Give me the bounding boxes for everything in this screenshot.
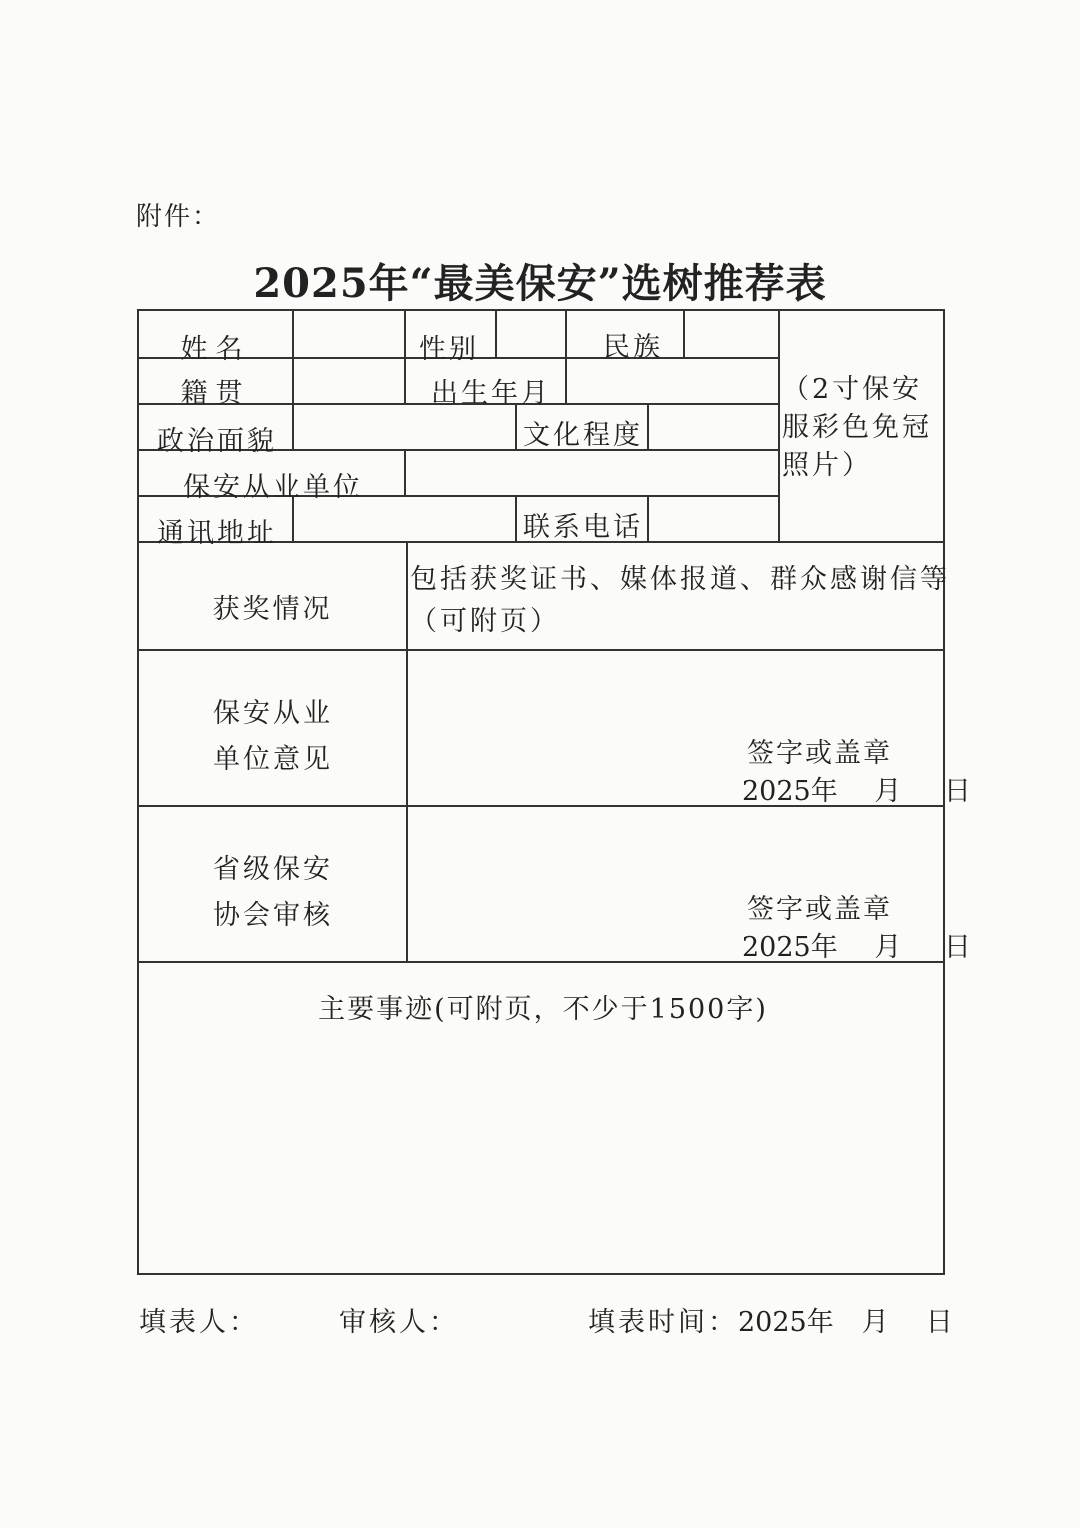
fill-time-day: 日 (925, 1307, 956, 1338)
native-place-field[interactable] (294, 357, 404, 403)
provincial-sign-date (742, 925, 971, 964)
provincial-review-label-line2: 协会审核 (213, 900, 333, 931)
date-year: 2025年 (742, 932, 838, 963)
employer-opinion-label (139, 691, 407, 783)
provincial-review-label (139, 847, 407, 939)
birth-field[interactable] (567, 357, 778, 403)
awards-note: 包括获奖证书、媒体报道、群众感谢信等（可附页） (410, 564, 950, 637)
birth-label: 出生年月 (431, 378, 551, 409)
date-year: 2025年 (742, 776, 838, 807)
address-field[interactable] (294, 495, 515, 541)
ethnicity-label: 民族 (603, 332, 663, 363)
date-day: 日 (943, 776, 971, 807)
awards-label: 获奖情况 (212, 594, 333, 625)
main-deeds-field[interactable] (139, 963, 945, 1273)
fill-time (588, 1300, 956, 1339)
employer-field[interactable] (406, 449, 778, 495)
name-label: 姓名 (180, 334, 251, 365)
native-place-label: 籍贯 (180, 378, 251, 409)
phone-label: 联系电话 (523, 512, 643, 543)
col-divider (404, 311, 406, 357)
provincial-review-label-line1: 省级保安 (213, 854, 333, 885)
col-divider (515, 495, 517, 541)
phone-field[interactable] (649, 495, 778, 541)
reviewer-label: 审核人： (339, 1307, 459, 1338)
employer-opinion-label-line2: 单位意见 (213, 744, 333, 775)
address-label: 通讯地址 (157, 518, 277, 549)
name-field[interactable] (294, 311, 404, 357)
form-title: 2025年“最美保安”选树推荐表 (253, 260, 827, 307)
fill-time-label: 填表时间： (588, 1307, 738, 1338)
education-label: 文化程度 (523, 420, 643, 451)
education-field[interactable] (649, 403, 778, 449)
employer-label: 保安从业单位 (183, 472, 363, 503)
employer-sign-label: 签字或盖章 (747, 738, 892, 769)
col-divider (565, 311, 567, 357)
recommendation-form-table (137, 309, 971, 1275)
employer-sign-date (742, 769, 971, 808)
political-status-field[interactable] (294, 403, 515, 449)
filler-label: 填表人： (139, 1307, 259, 1338)
political-status-label: 政治面貌 (157, 426, 277, 457)
fill-time-year: 2025年 (738, 1307, 834, 1338)
ethnicity-field[interactable] (685, 311, 778, 357)
gender-label: 性别 (419, 334, 479, 365)
col-divider (404, 357, 406, 403)
employer-opinion-label-line1: 保安从业 (213, 698, 333, 729)
date-day: 日 (943, 932, 971, 963)
fill-time-month: 月 (861, 1307, 892, 1338)
date-month: 月 (874, 932, 902, 963)
provincial-sign-label: 签字或盖章 (747, 894, 892, 925)
date-month: 月 (874, 776, 902, 807)
gender-field[interactable] (497, 311, 565, 357)
attachment-label: 附件： (136, 202, 221, 232)
main-deeds-label: 主要事迹(可附页，不少于1500字) (318, 994, 768, 1025)
photo-note: （2寸保安服彩色免冠照片） (782, 374, 932, 481)
